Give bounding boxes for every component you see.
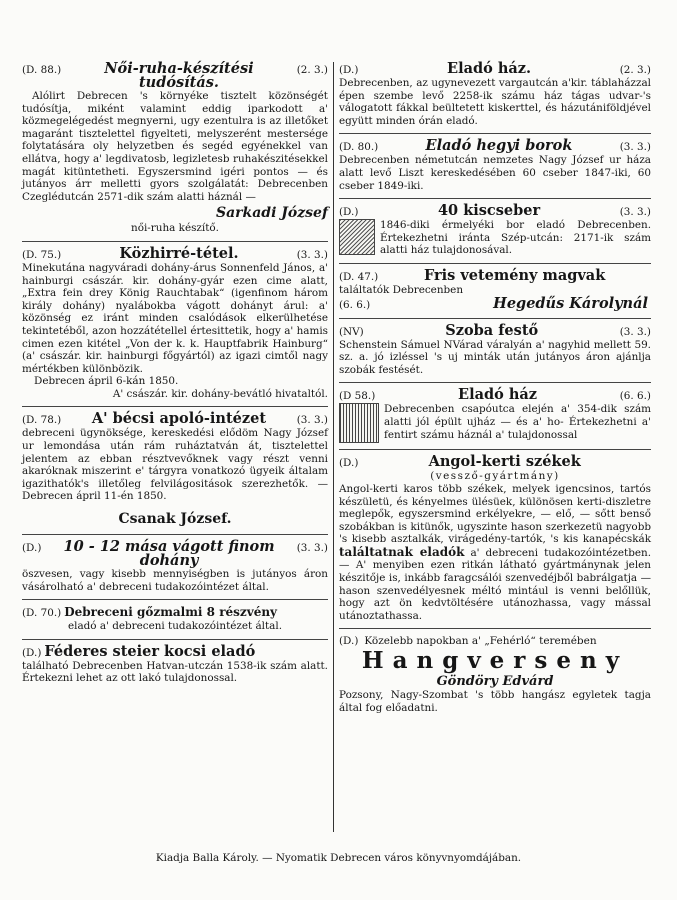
ad-body: Debrecenben, az ugynevezett vargautcán a'kir. táblaházzal épen szembe levő 2258-ik számu ház tágas udvar-'s válogatott fákkal beültetett kiskerttel, és házutániföldjével együtt minden órán eladó. <box>339 77 651 127</box>
ad-title: Eladó ház. <box>447 60 532 77</box>
ad-body <box>339 483 651 623</box>
ad-code: (D.) <box>22 646 42 659</box>
ad-signature: Sarkadi József <box>215 205 328 222</box>
ad-code: (D.) <box>339 206 359 219</box>
ad-body: található Debrecenben Hatvan-utczán 1538-ik szám alatt. Értekezni lehet az ott lakó tulajdonossal. <box>22 659 328 685</box>
ad-count: (3. 3.) <box>619 141 651 154</box>
ad-title: 10 - 12 mása vágott finom dohány <box>63 538 275 570</box>
ad-becsi-apolo <box>22 412 328 528</box>
divider <box>339 449 651 450</box>
ad-count: (2. 3.) <box>296 64 328 76</box>
divider <box>339 198 651 199</box>
ad-title: Eladó ház <box>458 386 538 404</box>
ad-code: (NV) <box>339 325 364 338</box>
ad-title: Féderes steier kocsi eladó <box>44 642 256 660</box>
divider <box>339 263 651 264</box>
ad-kiscseber <box>339 204 651 257</box>
ad-body: eladó a' debreceni tudakozóintézet által. <box>67 620 283 633</box>
ad-body: Pozsony, Nagy-Szombat 's több hangász egyletek tagja által fog előadatni. <box>339 689 651 715</box>
ad-vetemeny <box>339 266 651 312</box>
ad-count: (3. 3.) <box>296 414 328 427</box>
ad-body: Schenstein Sámuel NVárad váralyán a' nagyhid mellett 59. sz. a. jó izléssel 's uj minták után jutányos áron ajánlja szobák festését. <box>339 338 651 376</box>
ad-elado-haz-1 <box>339 62 651 127</box>
ad-code: (D.) <box>339 64 359 76</box>
ad-body: Debrecenben csapóutca elején a' 354-dik szám alatti jól épült ujház — és a' ho- Értekezhetni a' fentirt számu háznál a' tulajdonossal <box>384 403 651 441</box>
divider <box>22 599 328 600</box>
ad-body: Alólirt Debrecen 's környéke tisztelt közönségét tudósítja, miként valamint eddig iparkodott a' közmegelégedést megnyerni, ugy ezentulra is az illetőket magaránt tisztelettel figyelteti, melyszerént mestersége folytatására oly helyzetben és segéd egyénekkel van ellátva, hogy a' legdivatosb, legizletesb ruhakészitésekkel magát kitüntetheti. Egyszersmind igéri pontos — és jutányos árr melletti gyors szolgálatát: Debrecenben Czeglédutcán 2571-dik szám alatti háznál — <box>22 90 328 203</box>
ad-body: Debrecenben németutcán nemzetes Nagy József ur háza alatt levő Liszt kereskedésében 60 cseber 1847-iki, 60 cseber 1849-iki. <box>339 154 651 192</box>
ad-noi-ruha <box>22 62 328 235</box>
ad-subtitle: (vessző-gyártmány) <box>430 470 560 483</box>
ad-issuer: A' császár. kir. dohány-bevátló hivataltól. <box>112 387 328 400</box>
divider <box>339 318 651 319</box>
ad-code: (D. 88.) <box>22 64 62 76</box>
right-column <box>339 62 651 715</box>
ad-code: (D. 80.) <box>339 141 379 154</box>
left-column <box>22 62 328 685</box>
ad-title: A' bécsi apoló-intézet <box>91 410 267 428</box>
ad-body-part2: a' debreceni tudakozóintézetben. — A' menyiben ezen ritkán látható gyártmánynak jelen készitője is, inkább faragcsálói szenvedéjből babrálgatja — hason szenvedélyesnek méltó mintául is venni belőllük, hogy azt ön kedvtöltésére utánozhassa, vagy mással utánoztathassa. <box>339 546 652 622</box>
column-rule <box>333 62 334 832</box>
ad-body: találtatók Debrecenben <box>339 283 464 296</box>
ad-highlight: találtatnak eladók <box>339 544 465 559</box>
ad-dohany <box>22 540 328 593</box>
ad-code: (D. 70.) <box>22 607 62 620</box>
ad-count: (2. 3.) <box>619 64 651 76</box>
ad-title: 40 kiscseber <box>437 202 541 220</box>
ad-title: Eladó hegyi borok <box>425 137 573 155</box>
ad-count: (3. 3.) <box>296 248 328 261</box>
ad-gozmalmi <box>22 605 328 633</box>
ad-szoba-festo <box>339 321 651 377</box>
ad-body: Minekutána nagyváradi dohány-árus Sonnenfeld János, a' hainburgi császár. kir. dohány-gyár ezen cime alatt, „Extra fein drey König Rauchtabak“ (igenfinom három király dohány) nyalábokba vágott dohányt árul: a' közönség ez iránt minden csalódások elkerülhetése tekintetéből, azon hozzátétellel értesittetik, hogy a' hamis cimen ezen kitétel „Von der k. k. Hauptfabrik Hainburg“ (a' császár. kir. hainburgi főgyártól) az igazi cimtől nagy mértékben különbözik. <box>22 261 328 375</box>
ad-date: Debrecen ápril 6-kán 1850. <box>34 375 179 388</box>
ad-code: (D. 78.) <box>22 414 62 427</box>
divider <box>22 639 328 640</box>
ad-elado-haz-2 <box>339 388 651 443</box>
ad-title: Női-ruha-készítési tudósítás. <box>104 60 254 91</box>
page-footer: Kiadja Balla Károly. — Nyomatik Debrecen város könyvnyomdájában. <box>155 852 522 864</box>
house-icon <box>339 403 379 443</box>
ad-signature-sub: női-ruha készítő. <box>131 222 219 235</box>
ad-count: (3. 3.) <box>296 542 328 555</box>
ad-code: (D.) <box>339 635 359 648</box>
ad-count: (6. 6.) <box>619 390 651 403</box>
ad-count: (6. 6.) <box>339 298 371 311</box>
ad-title: Fris vetemény magvak <box>423 266 606 284</box>
ad-hangverseny <box>339 634 651 714</box>
divider <box>22 534 328 535</box>
divider <box>339 382 651 383</box>
divider <box>339 628 651 629</box>
ad-kocsi <box>22 642 328 685</box>
ad-code: (D.) <box>22 542 42 555</box>
divider <box>22 241 328 242</box>
ad-hegyi-borok <box>339 139 651 192</box>
ad-title: Szoba festő <box>445 321 539 339</box>
library-stamp-mark <box>598 40 642 52</box>
ad-performer: Göndöry Edvárd <box>436 674 554 690</box>
ad-count: (3. 3.) <box>619 325 651 338</box>
ad-code: (D 58.) <box>339 390 376 403</box>
ad-angol-kerti <box>339 455 651 622</box>
ad-signature: Csanak József. <box>118 511 232 528</box>
divider <box>339 133 651 134</box>
ad-count: (3. 3.) <box>619 206 651 219</box>
ad-title: Debreceni gőzmalmi 8 részvény <box>64 605 278 620</box>
ad-intro: Közelebb napokban a' „Fehérló“ teremében <box>364 635 597 648</box>
divider <box>22 406 328 407</box>
ad-title: Közhirré-tétel. <box>119 244 239 262</box>
ad-signature: Hegedűs Károlynál <box>493 294 648 312</box>
ad-title: Hangverseny <box>361 647 629 675</box>
ad-body-part1: Angol-kerti karos több székek, melyek igencsinos, tartós készületü, és kényelmes ülésüek, különösen kerti-diszletre meglepők, egyszersmind erkélyekre, — elő, — sőtt benső szobákban is kitünők, ugyszinte hason szerkezetü nagyobb 's kisebb asztalkák, virágedény-tartók, 's kis kanapécskák <box>339 482 651 546</box>
ad-body: debreceni ügynöksége, kereskedési elődöm Nagy József ur lemondása után rám ruháztatván át, tisztelettel jelentem az ebban résztvevőknek vagy részt venni akaróknak miszerint e' tárgyra vonatkozó ügyeik általam igazithatók's illetőleg felvilágositások szerezhetők. — Debrecen ápril 11-én 1850. <box>22 427 328 503</box>
ad-code: (D. 75.) <box>22 248 62 261</box>
ad-body: 1846-diki érmelyéki bor eladó Debrecenben. Értekezhetni iránta Szép-utcán: 2171-ik szám alatti ház tulajdonosával. <box>380 219 651 257</box>
wine-barrel-icon <box>339 219 375 255</box>
ad-title: Angol-kerti székek <box>428 453 581 471</box>
ad-body: öszvesen, vagy kisebb mennyiségben is jutányos áron vásárolható a' debreceni tudakozóintézet által. <box>22 568 328 593</box>
ad-code: (D.) <box>339 457 359 470</box>
ad-kozhirre-tetel <box>22 244 328 401</box>
ad-code: (D. 47.) <box>339 270 379 283</box>
